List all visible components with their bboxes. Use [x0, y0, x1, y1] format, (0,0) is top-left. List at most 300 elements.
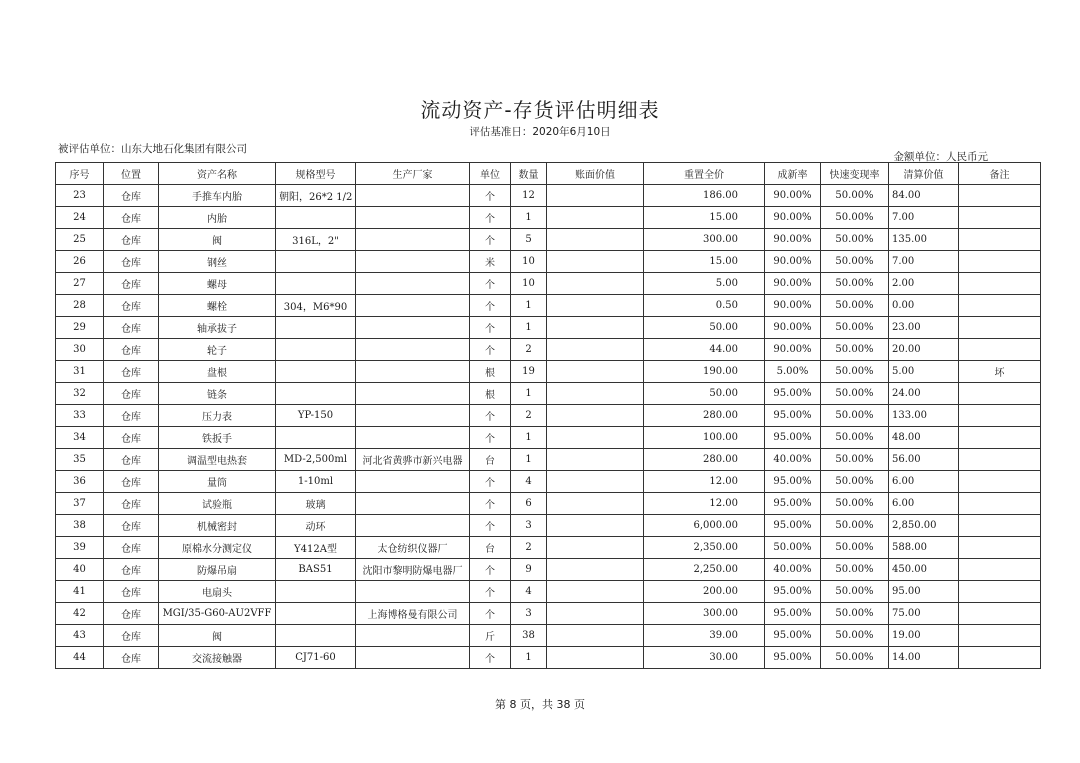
- cell-manufacturer: [356, 647, 470, 669]
- cell-newness-rate: 95.00%: [765, 647, 821, 669]
- cell-replacement-cost: 44.00: [644, 339, 765, 361]
- cell-remarks: [959, 559, 1041, 581]
- cell-unit: 个: [470, 493, 511, 515]
- cell-liquidation-value: 6.00: [889, 493, 959, 515]
- cell-book-value: [547, 361, 644, 383]
- cell-book-value: [547, 515, 644, 537]
- cell-remarks: [959, 427, 1041, 449]
- cell-asset-name: 调温型电热套: [159, 449, 276, 471]
- cell-liquidation-rate: 50.00%: [821, 207, 889, 229]
- table-row: [56, 207, 1041, 229]
- cell-unit: 个: [470, 317, 511, 339]
- cell-replacement-cost: 186.00: [644, 185, 765, 207]
- cell-location: 仓库: [104, 207, 159, 229]
- cell-remarks: [959, 207, 1041, 229]
- cell-asset-name: 轮子: [159, 339, 276, 361]
- cell-location: 仓库: [104, 449, 159, 471]
- cell-remarks: [959, 603, 1041, 625]
- cell-newness-rate: 90.00%: [765, 207, 821, 229]
- table-row: [56, 449, 1041, 471]
- cell-spec: MD-2,500ml: [276, 449, 356, 471]
- cell-manufacturer: 河北省黄骅市新兴电器: [356, 449, 470, 471]
- cell-manufacturer: [356, 471, 470, 493]
- cell-replacement-cost: 15.00: [644, 207, 765, 229]
- header-liquidation-rate: 快速变现率: [821, 163, 889, 185]
- cell-remarks: [959, 273, 1041, 295]
- cell-book-value: [547, 603, 644, 625]
- cell-spec: 朝阳，26*2 1/2: [276, 185, 356, 207]
- cell-index: 41: [56, 581, 104, 603]
- cell-quantity: 1: [511, 383, 547, 405]
- cell-liquidation-rate: 50.00%: [821, 339, 889, 361]
- cell-liquidation-rate: 50.00%: [821, 251, 889, 273]
- cell-spec: [276, 383, 356, 405]
- table-row: [56, 427, 1041, 449]
- cell-manufacturer: [356, 207, 470, 229]
- cell-liquidation-value: 0.00: [889, 295, 959, 317]
- cell-asset-name: 压力表: [159, 405, 276, 427]
- cell-replacement-cost: 6,000.00: [644, 515, 765, 537]
- cell-manufacturer: [356, 427, 470, 449]
- table-row: [56, 229, 1041, 251]
- cell-liquidation-rate: 50.00%: [821, 493, 889, 515]
- cell-newness-rate: 5.00%: [765, 361, 821, 383]
- cell-remarks: [959, 625, 1041, 647]
- cell-unit: 个: [470, 339, 511, 361]
- cell-book-value: [547, 383, 644, 405]
- cell-liquidation-rate: 50.00%: [821, 515, 889, 537]
- header-location: 位置: [104, 163, 159, 185]
- cell-liquidation-rate: 50.00%: [821, 625, 889, 647]
- cell-remarks: [959, 581, 1041, 603]
- cell-index: 32: [56, 383, 104, 405]
- cell-liquidation-rate: 50.00%: [821, 603, 889, 625]
- cell-location: 仓库: [104, 581, 159, 603]
- cell-liquidation-value: 84.00: [889, 185, 959, 207]
- cell-remarks: [959, 251, 1041, 273]
- header-newness-rate: 成新率: [765, 163, 821, 185]
- cell-replacement-cost: 190.00: [644, 361, 765, 383]
- cell-index: 30: [56, 339, 104, 361]
- cell-index: 35: [56, 449, 104, 471]
- currency-unit: 金额单位：人民币元: [893, 151, 988, 163]
- header-replacement-cost: 重置全价: [644, 163, 765, 185]
- cell-location: 仓库: [104, 361, 159, 383]
- cell-quantity: 19: [511, 361, 547, 383]
- cell-newness-rate: 90.00%: [765, 185, 821, 207]
- cell-index: 33: [56, 405, 104, 427]
- table-row: [56, 383, 1041, 405]
- cell-remarks: [959, 383, 1041, 405]
- cell-asset-name: 电扇头: [159, 581, 276, 603]
- cell-asset-name: 盘根: [159, 361, 276, 383]
- cell-remarks: [959, 647, 1041, 669]
- table-row: [56, 559, 1041, 581]
- cell-replacement-cost: 300.00: [644, 229, 765, 251]
- cell-unit: 个: [470, 471, 511, 493]
- cell-manufacturer: [356, 493, 470, 515]
- cell-unit: 个: [470, 405, 511, 427]
- cell-liquidation-value: 7.00: [889, 251, 959, 273]
- cell-location: 仓库: [104, 559, 159, 581]
- table-row: [56, 339, 1041, 361]
- cell-index: 34: [56, 427, 104, 449]
- cell-liquidation-rate: 50.00%: [821, 581, 889, 603]
- cell-quantity: 5: [511, 229, 547, 251]
- cell-newness-rate: 40.00%: [765, 559, 821, 581]
- cell-book-value: [547, 317, 644, 339]
- cell-newness-rate: 95.00%: [765, 515, 821, 537]
- cell-asset-name: 量筒: [159, 471, 276, 493]
- cell-index: 31: [56, 361, 104, 383]
- cell-remarks: [959, 295, 1041, 317]
- header-remarks: 备注: [959, 163, 1041, 185]
- cell-asset-name: 螺栓: [159, 295, 276, 317]
- cell-liquidation-rate: 50.00%: [821, 427, 889, 449]
- table-row: [56, 581, 1041, 603]
- cell-unit: 个: [470, 273, 511, 295]
- cell-liquidation-value: 24.00: [889, 383, 959, 405]
- cell-replacement-cost: 300.00: [644, 603, 765, 625]
- cell-remarks: [959, 537, 1041, 559]
- cell-liquidation-rate: 50.00%: [821, 405, 889, 427]
- cell-quantity: 1: [511, 449, 547, 471]
- cell-manufacturer: [356, 273, 470, 295]
- cell-remarks: [959, 229, 1041, 251]
- cell-location: 仓库: [104, 383, 159, 405]
- table-row: [56, 625, 1041, 647]
- cell-liquidation-value: 133.00: [889, 405, 959, 427]
- cell-newness-rate: 95.00%: [765, 427, 821, 449]
- cell-location: 仓库: [104, 471, 159, 493]
- cell-book-value: [547, 273, 644, 295]
- cell-asset-name: 阀: [159, 229, 276, 251]
- cell-quantity: 10: [511, 273, 547, 295]
- cell-spec: [276, 339, 356, 361]
- header-quantity: 数量: [511, 163, 547, 185]
- cell-book-value: [547, 647, 644, 669]
- cell-book-value: [547, 251, 644, 273]
- cell-remarks: [959, 471, 1041, 493]
- cell-book-value: [547, 449, 644, 471]
- cell-replacement-cost: 50.00: [644, 317, 765, 339]
- cell-asset-name: 铁扳手: [159, 427, 276, 449]
- cell-index: 27: [56, 273, 104, 295]
- cell-spec: BAS51: [276, 559, 356, 581]
- cell-asset-name: 链条: [159, 383, 276, 405]
- cell-liquidation-rate: 50.00%: [821, 647, 889, 669]
- cell-manufacturer: [356, 625, 470, 647]
- cell-replacement-cost: 200.00: [644, 581, 765, 603]
- cell-manufacturer: 太仓纺织仪器厂: [356, 537, 470, 559]
- cell-unit: 个: [470, 603, 511, 625]
- cell-liquidation-value: 2,850.00: [889, 515, 959, 537]
- cell-quantity: 2: [511, 405, 547, 427]
- cell-location: 仓库: [104, 339, 159, 361]
- cell-liquidation-value: 135.00: [889, 229, 959, 251]
- cell-newness-rate: 90.00%: [765, 273, 821, 295]
- cell-quantity: 6: [511, 493, 547, 515]
- table-header-row: [56, 163, 1041, 185]
- cell-liquidation-value: 14.00: [889, 647, 959, 669]
- cell-newness-rate: 95.00%: [765, 493, 821, 515]
- table-row: [56, 317, 1041, 339]
- cell-liquidation-rate: 50.00%: [821, 295, 889, 317]
- cell-replacement-cost: 5.00: [644, 273, 765, 295]
- cell-asset-name: 手推车内胎: [159, 185, 276, 207]
- cell-book-value: [547, 427, 644, 449]
- cell-quantity: 1: [511, 427, 547, 449]
- cell-manufacturer: [356, 405, 470, 427]
- cell-liquidation-rate: 50.00%: [821, 449, 889, 471]
- cell-replacement-cost: 280.00: [644, 405, 765, 427]
- cell-quantity: 1: [511, 207, 547, 229]
- cell-replacement-cost: 2,250.00: [644, 559, 765, 581]
- header-manufacturer: 生产厂家: [356, 163, 470, 185]
- cell-spec: [276, 603, 356, 625]
- table-row: [56, 493, 1041, 515]
- cell-liquidation-rate: 50.00%: [821, 185, 889, 207]
- cell-newness-rate: 95.00%: [765, 405, 821, 427]
- cell-manufacturer: [356, 295, 470, 317]
- cell-liquidation-value: 450.00: [889, 559, 959, 581]
- cell-manufacturer: [356, 229, 470, 251]
- cell-asset-name: 试验瓶: [159, 493, 276, 515]
- cell-book-value: [547, 405, 644, 427]
- cell-spec: [276, 207, 356, 229]
- header-asset-name: 资产名称: [159, 163, 276, 185]
- page-number: 第 8 页，共 38 页: [495, 698, 585, 711]
- table-row: [56, 361, 1041, 383]
- cell-unit: 个: [470, 647, 511, 669]
- table-row: [56, 251, 1041, 273]
- cell-book-value: [547, 185, 644, 207]
- cell-unit: 个: [470, 295, 511, 317]
- cell-unit: 个: [470, 559, 511, 581]
- cell-asset-name: 机械密封: [159, 515, 276, 537]
- cell-quantity: 3: [511, 515, 547, 537]
- table-row: [56, 273, 1041, 295]
- cell-spec: 动环: [276, 515, 356, 537]
- cell-index: 26: [56, 251, 104, 273]
- cell-location: 仓库: [104, 625, 159, 647]
- cell-location: 仓库: [104, 515, 159, 537]
- cell-unit: 台: [470, 449, 511, 471]
- cell-liquidation-value: 95.00: [889, 581, 959, 603]
- cell-index: 29: [56, 317, 104, 339]
- cell-unit: 个: [470, 427, 511, 449]
- cell-remarks: [959, 449, 1041, 471]
- cell-quantity: 1: [511, 647, 547, 669]
- cell-manufacturer: 上海博格曼有限公司: [356, 603, 470, 625]
- cell-newness-rate: 95.00%: [765, 581, 821, 603]
- cell-liquidation-value: 75.00: [889, 603, 959, 625]
- cell-liquidation-rate: 50.00%: [821, 471, 889, 493]
- cell-asset-name: 原棉水分测定仪: [159, 537, 276, 559]
- cell-liquidation-rate: 50.00%: [821, 559, 889, 581]
- cell-manufacturer: [356, 361, 470, 383]
- cell-spec: [276, 427, 356, 449]
- cell-manufacturer: 沈阳市黎明防爆电器厂: [356, 559, 470, 581]
- cell-replacement-cost: 2,350.00: [644, 537, 765, 559]
- cell-replacement-cost: 280.00: [644, 449, 765, 471]
- cell-replacement-cost: 12.00: [644, 471, 765, 493]
- cell-quantity: 9: [511, 559, 547, 581]
- cell-book-value: [547, 471, 644, 493]
- cell-spec: YP-150: [276, 405, 356, 427]
- cell-index: 37: [56, 493, 104, 515]
- cell-asset-name: 轴承拔子: [159, 317, 276, 339]
- header-liquidation-value: 清算价值: [889, 163, 959, 185]
- cell-index: 40: [56, 559, 104, 581]
- cell-quantity: 4: [511, 581, 547, 603]
- table-row: [56, 471, 1041, 493]
- cell-manufacturer: [356, 317, 470, 339]
- cell-quantity: 1: [511, 317, 547, 339]
- cell-liquidation-rate: 50.00%: [821, 361, 889, 383]
- table-row: [56, 295, 1041, 317]
- cell-quantity: 2: [511, 339, 547, 361]
- cell-spec: [276, 361, 356, 383]
- cell-quantity: 38: [511, 625, 547, 647]
- cell-replacement-cost: 30.00: [644, 647, 765, 669]
- inventory-table: [55, 162, 1041, 669]
- cell-manufacturer: [356, 515, 470, 537]
- cell-replacement-cost: 100.00: [644, 427, 765, 449]
- cell-replacement-cost: 12.00: [644, 493, 765, 515]
- cell-liquidation-rate: 50.00%: [821, 537, 889, 559]
- cell-unit: 台: [470, 537, 511, 559]
- cell-liquidation-rate: 50.00%: [821, 229, 889, 251]
- cell-newness-rate: 90.00%: [765, 295, 821, 317]
- cell-asset-name: 防爆吊扇: [159, 559, 276, 581]
- cell-unit: 米: [470, 251, 511, 273]
- cell-location: 仓库: [104, 603, 159, 625]
- header-unit: 单位: [470, 163, 511, 185]
- cell-manufacturer: [356, 185, 470, 207]
- cell-remarks: 坏: [959, 361, 1041, 383]
- cell-liquidation-value: 5.00: [889, 361, 959, 383]
- cell-liquidation-value: 19.00: [889, 625, 959, 647]
- cell-book-value: [547, 339, 644, 361]
- cell-book-value: [547, 625, 644, 647]
- cell-remarks: [959, 405, 1041, 427]
- cell-manufacturer: [356, 383, 470, 405]
- cell-index: 23: [56, 185, 104, 207]
- cell-location: 仓库: [104, 251, 159, 273]
- cell-book-value: [547, 229, 644, 251]
- cell-quantity: 12: [511, 185, 547, 207]
- cell-quantity: 10: [511, 251, 547, 273]
- cell-manufacturer: [356, 251, 470, 273]
- cell-newness-rate: 95.00%: [765, 625, 821, 647]
- cell-quantity: 2: [511, 537, 547, 559]
- cell-manufacturer: [356, 581, 470, 603]
- cell-liquidation-rate: 50.00%: [821, 317, 889, 339]
- cell-location: 仓库: [104, 405, 159, 427]
- cell-location: 仓库: [104, 537, 159, 559]
- table-row: [56, 515, 1041, 537]
- cell-liquidation-value: 20.00: [889, 339, 959, 361]
- cell-unit: 斤: [470, 625, 511, 647]
- entity-name: 被评估单位：山东大地石化集团有限公司: [58, 143, 247, 155]
- cell-spec: [276, 317, 356, 339]
- cell-location: 仓库: [104, 427, 159, 449]
- cell-book-value: [547, 537, 644, 559]
- header-index: 序号: [56, 163, 104, 185]
- cell-liquidation-value: 588.00: [889, 537, 959, 559]
- cell-location: 仓库: [104, 317, 159, 339]
- cell-liquidation-value: 2.00: [889, 273, 959, 295]
- cell-remarks: [959, 317, 1041, 339]
- cell-newness-rate: 95.00%: [765, 603, 821, 625]
- table-row: [56, 647, 1041, 669]
- cell-newness-rate: 90.00%: [765, 317, 821, 339]
- cell-manufacturer: [356, 339, 470, 361]
- cell-spec: 玻璃: [276, 493, 356, 515]
- cell-quantity: 1: [511, 295, 547, 317]
- table-row: [56, 603, 1041, 625]
- cell-newness-rate: 90.00%: [765, 251, 821, 273]
- cell-liquidation-value: 7.00: [889, 207, 959, 229]
- cell-spec: 304，M6*90: [276, 295, 356, 317]
- cell-spec: 316L，2": [276, 229, 356, 251]
- cell-index: 44: [56, 647, 104, 669]
- cell-replacement-cost: 0.50: [644, 295, 765, 317]
- cell-newness-rate: 95.00%: [765, 471, 821, 493]
- cell-remarks: [959, 515, 1041, 537]
- cell-liquidation-value: 23.00: [889, 317, 959, 339]
- table-row: [56, 185, 1041, 207]
- cell-book-value: [547, 207, 644, 229]
- cell-liquidation-rate: 50.00%: [821, 273, 889, 295]
- cell-asset-name: 交流接触器: [159, 647, 276, 669]
- cell-location: 仓库: [104, 229, 159, 251]
- cell-asset-name: 内胎: [159, 207, 276, 229]
- cell-asset-name: 阀: [159, 625, 276, 647]
- cell-quantity: 3: [511, 603, 547, 625]
- cell-unit: 根: [470, 383, 511, 405]
- cell-index: 25: [56, 229, 104, 251]
- cell-newness-rate: 40.00%: [765, 449, 821, 471]
- table-row: [56, 537, 1041, 559]
- cell-spec: [276, 581, 356, 603]
- cell-book-value: [547, 493, 644, 515]
- cell-remarks: [959, 339, 1041, 361]
- cell-newness-rate: 95.00%: [765, 383, 821, 405]
- cell-spec: [276, 625, 356, 647]
- cell-spec: CJ71-60: [276, 647, 356, 669]
- table-row: [56, 405, 1041, 427]
- cell-spec: Y412A型: [276, 537, 356, 559]
- cell-unit: 个: [470, 185, 511, 207]
- cell-location: 仓库: [104, 273, 159, 295]
- cell-index: 39: [56, 537, 104, 559]
- cell-index: 38: [56, 515, 104, 537]
- cell-newness-rate: 50.00%: [765, 537, 821, 559]
- cell-location: 仓库: [104, 185, 159, 207]
- cell-unit: 根: [470, 361, 511, 383]
- cell-quantity: 4: [511, 471, 547, 493]
- cell-index: 28: [56, 295, 104, 317]
- cell-index: 24: [56, 207, 104, 229]
- cell-liquidation-value: 48.00: [889, 427, 959, 449]
- cell-liquidation-value: 56.00: [889, 449, 959, 471]
- cell-spec: [276, 273, 356, 295]
- cell-remarks: [959, 493, 1041, 515]
- cell-index: 36: [56, 471, 104, 493]
- cell-newness-rate: 90.00%: [765, 229, 821, 251]
